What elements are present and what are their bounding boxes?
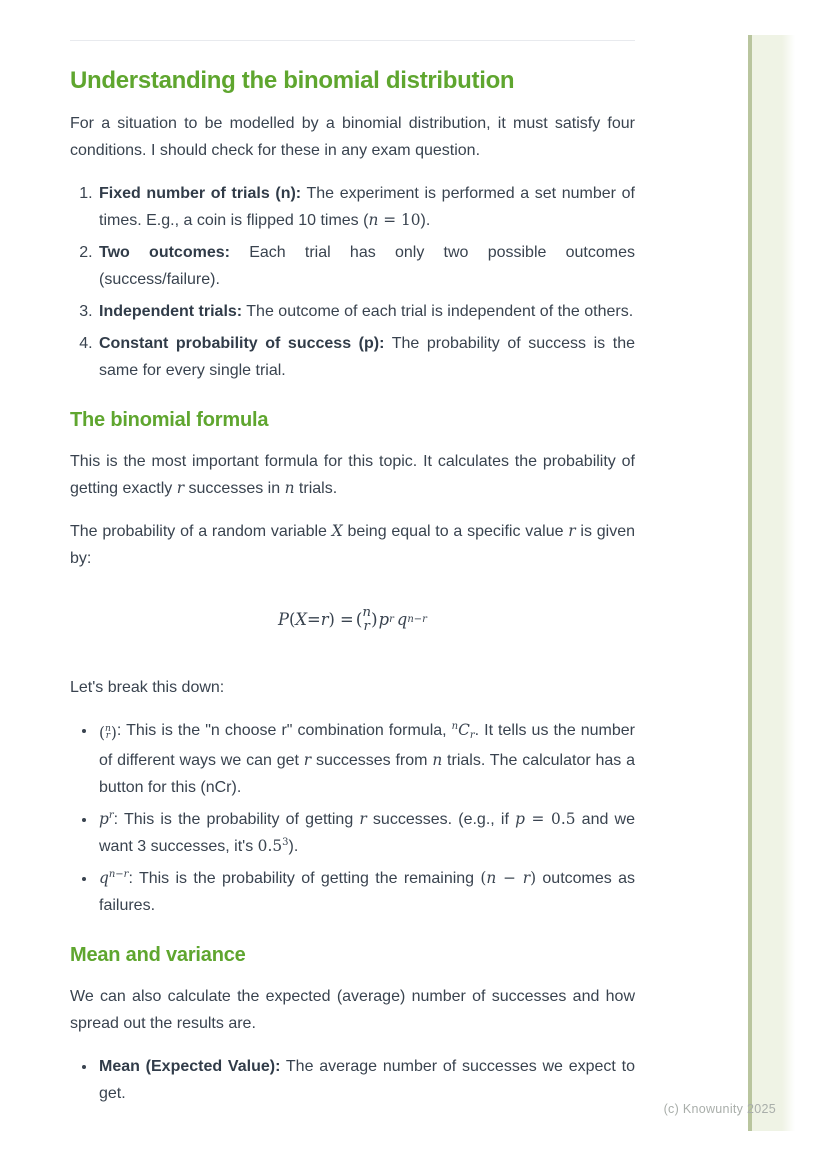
math-var: p (515, 809, 525, 828)
text-segment: successes in (184, 480, 285, 497)
condition-term: Constant probability of success (p): (99, 335, 385, 352)
page-title: Understanding the binomial distribution (70, 67, 515, 94)
math-superscript: n−r (108, 868, 129, 880)
math-operator: ) = (328, 610, 354, 630)
math-var: r (522, 868, 531, 887)
text-segment: : This is the "n choose r" combination formula, (116, 721, 452, 739)
text-segment: trials. The calculator has a button for this (nCr). (99, 751, 636, 796)
mean-item (97, 1053, 635, 1107)
math-var: p (99, 809, 109, 828)
math-var: r (176, 479, 185, 497)
math-var: q (99, 868, 109, 887)
top-divider (70, 40, 635, 41)
math-superscript: 3 (282, 836, 289, 848)
math-paren: ( (355, 609, 363, 630)
text-segment: trials. (294, 480, 338, 497)
math-paren: ) (110, 723, 117, 742)
binom-stack (362, 606, 371, 634)
math-paren: ( (289, 610, 296, 630)
text-segment: ). (420, 212, 431, 229)
math-var: X (295, 610, 308, 630)
document-content (70, 0, 635, 1107)
condition-term: Fixed number of trials (n): (99, 185, 302, 202)
math-var: n (105, 723, 111, 734)
binomial-coefficient (356, 606, 378, 634)
breakdown-label: Let's break this down: (70, 678, 225, 696)
math-paren: ) (371, 609, 378, 630)
math-var: P (278, 610, 290, 630)
math-var: r (105, 731, 111, 742)
intro-paragraph: For a situation to be modelled by a binomial distribution, it must satisfy four conditions. I should check for these in any exam question. (70, 115, 635, 159)
text-segment: The outcome of each trial is independent of the others. (242, 303, 634, 320)
math-operator: − (496, 868, 523, 887)
text-segment: : This is the probability of getting the remaining (128, 869, 481, 887)
breakdown-list (70, 717, 635, 919)
formula-intro-paragraph-1 (70, 448, 635, 502)
condition-item-1 (97, 180, 635, 234)
condition-term: Independent trials: (99, 303, 243, 320)
conditions-list (70, 180, 635, 384)
mean-variance-list (70, 1053, 635, 1107)
binomial-formula-display: P ( X = r ) = ( n r ) p r q n−r (278, 605, 427, 635)
math-var: X (331, 522, 343, 540)
math-var: n (486, 868, 497, 887)
breakdown-item-p (97, 806, 635, 860)
section-heading-formula: The binomial formula (70, 409, 269, 431)
math-text: = 0.5 (524, 809, 576, 828)
text-segment: Each trial has only two possible outcomes (success/failure). (99, 244, 636, 288)
math-var: n (368, 211, 379, 229)
math-var: r (568, 522, 576, 540)
text-segment: ). (288, 837, 299, 855)
breakdown-item-q (97, 865, 635, 919)
text-segment: The probability of success is the same for every single trial. (99, 335, 635, 379)
text-segment: being equal to a specific value (342, 523, 569, 540)
text-segment: . It tells us the number of different ways we can get (99, 721, 636, 769)
mean-intro-paragraph: We can also calculate the expected (average) number of successes and how spread out the results are. (70, 987, 635, 1032)
math-var: r (303, 750, 312, 769)
math-paren: • ( (99, 723, 105, 742)
text-segment: outcomes as failures. (99, 869, 636, 914)
math-var: r (320, 610, 329, 630)
text-segment: successes. (e.g., if (366, 810, 516, 828)
math-operator: = (307, 610, 321, 630)
math-var: p (378, 610, 390, 630)
condition-term: Two outcomes: (99, 244, 230, 261)
math-var: r (363, 619, 370, 635)
mean-term: Mean (Expected Value): (99, 1057, 281, 1075)
math-presuperscript: n (451, 720, 459, 732)
breakdown-item-ncr (97, 717, 635, 801)
text-segment: successes from (311, 751, 433, 769)
text-segment: is given by: (70, 523, 635, 567)
text-segment: The average number of successes we expect to get. (99, 1057, 636, 1102)
math-superscript: r (108, 809, 114, 821)
binomial-coefficient-inline (99, 720, 117, 747)
math-var: n (432, 750, 443, 769)
math-subscript: r (469, 729, 475, 741)
condition-item-2 (97, 239, 635, 293)
section-heading-mean-variance: Mean and variance (70, 943, 246, 966)
math-var: r (359, 809, 367, 828)
formula-intro-paragraph-2 (70, 518, 635, 572)
math-paren: ( (480, 868, 487, 887)
text-segment: The probability of a random variable (70, 523, 332, 540)
math-var: n (362, 605, 372, 620)
math-paren: ) (530, 868, 537, 887)
text-segment: The experiment is performed a set number of times. E.g., a coin is flipped 10 times ( (99, 185, 635, 229)
copyright-watermark: (c) Knowunity 2025 (663, 1102, 776, 1116)
text-segment: : This is the probability of getting (113, 810, 360, 828)
math-var: n (284, 479, 295, 497)
text-segment: This is the most important formula for this topic. It calculates the probability of getting exactly (70, 453, 635, 497)
condition-item-3 (97, 298, 635, 325)
condition-item-4 (97, 330, 635, 384)
page-edge-highlight-bar (748, 35, 795, 1131)
math-var: C (458, 720, 470, 739)
math-text: = 10 (378, 211, 421, 229)
math-var: q (396, 610, 408, 630)
text-segment: and we want 3 successes, it's (99, 810, 636, 855)
math-number: 0.5 (257, 836, 283, 855)
